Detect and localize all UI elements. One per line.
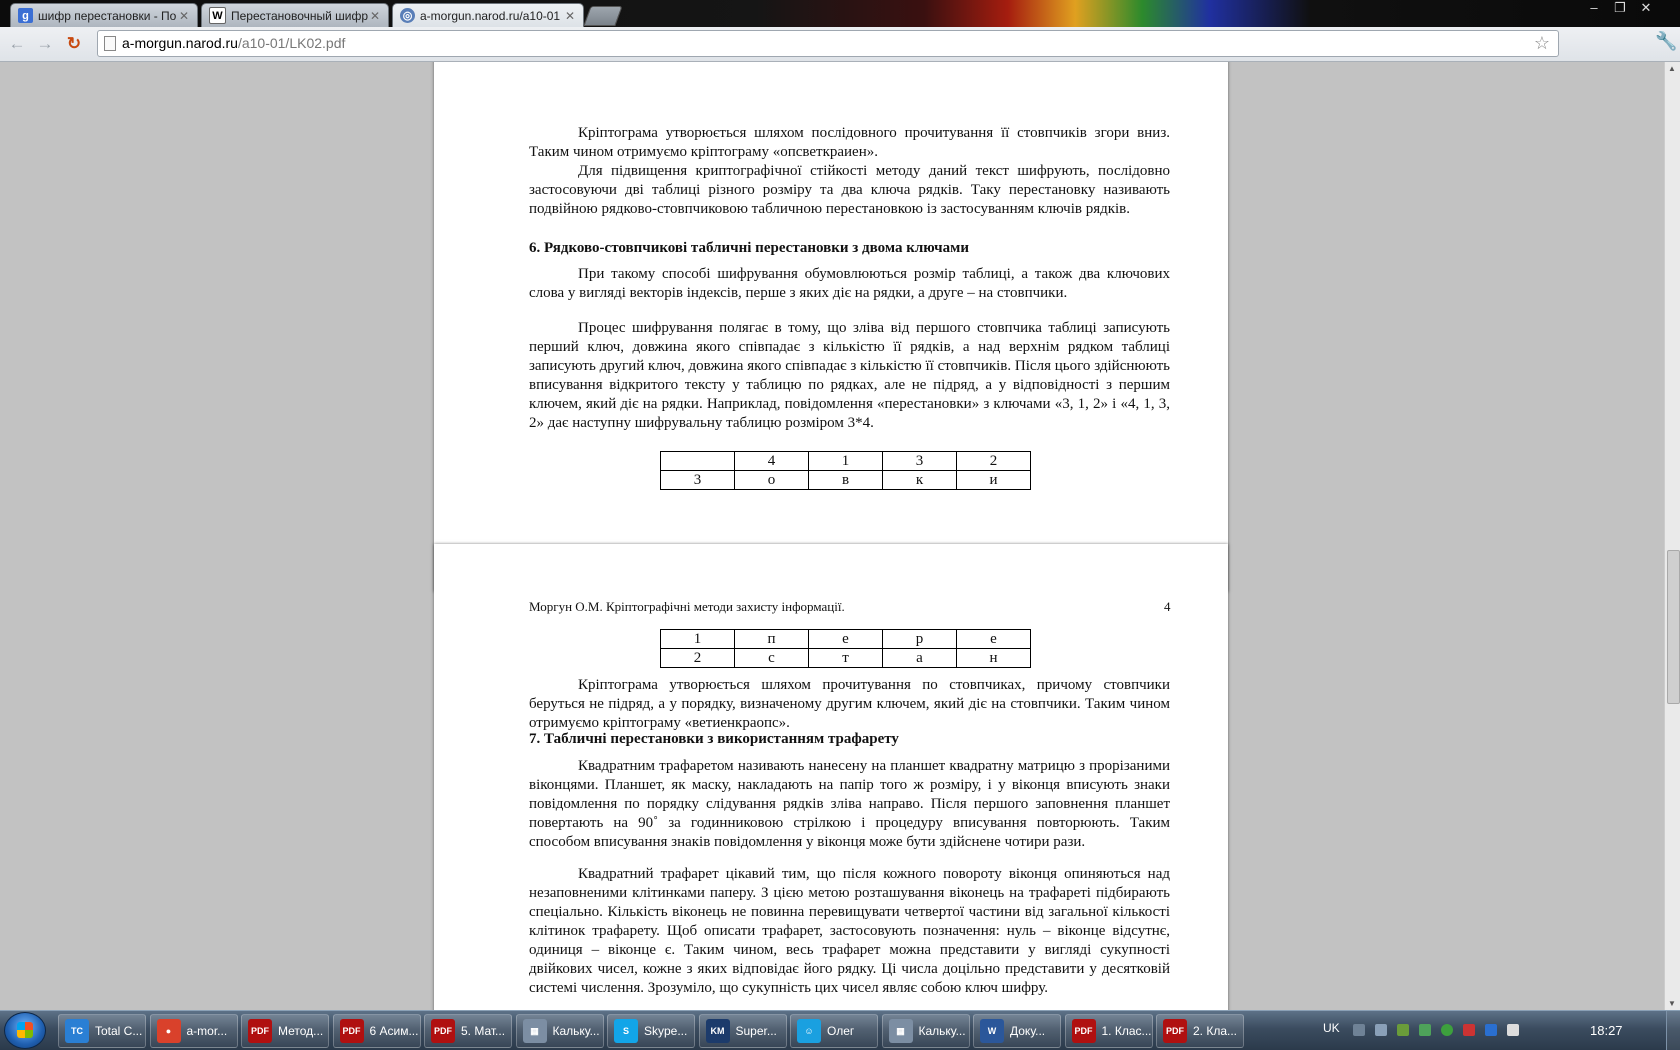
network-icon[interactable]	[1463, 1024, 1475, 1036]
back-button[interactable]: ←	[8, 34, 26, 53]
tray-icon[interactable]	[1419, 1024, 1431, 1036]
table-cell: в	[809, 471, 883, 490]
table-cell: т	[809, 649, 883, 668]
taskbar-button-label: 2. Кла...	[1193, 1024, 1238, 1038]
scrollbar-thumb[interactable]	[1667, 550, 1680, 704]
title-bar	[0, 0, 1680, 27]
calculator-icon: ▦	[889, 1019, 913, 1043]
page-icon: ◎	[400, 8, 415, 23]
table-row	[661, 452, 1031, 471]
windows-logo-icon	[17, 1022, 33, 1038]
tab-title: шифр перестановки - По	[38, 8, 177, 23]
scroll-down-icon[interactable]: ▼	[1668, 999, 1676, 1008]
chat-icon: ☺	[797, 1019, 821, 1043]
table-cell: и	[957, 471, 1031, 490]
forward-button[interactable]: →	[36, 34, 54, 53]
browser-toolbar	[0, 27, 1680, 62]
kmplayer-icon: KM	[706, 1019, 730, 1043]
word-icon: W	[980, 1019, 1004, 1043]
wikipedia-icon: W	[209, 7, 226, 24]
reload-button[interactable]: ↻	[66, 34, 82, 53]
tray-icon[interactable]	[1375, 1024, 1387, 1036]
cipher-table	[660, 451, 1031, 490]
paragraph: При такому способі шифрування обумовлюються розмір таблиці, а також два ключових слова у вигляді векторів індексів, перше з яких діє на рядки, а друге – на стовпчики.	[529, 266, 1170, 301]
table-cell: 2	[661, 649, 735, 668]
bookmark-star-icon[interactable]: ☆	[1533, 33, 1550, 53]
speaker-icon[interactable]	[1507, 1024, 1519, 1036]
clock[interactable]: 18:27	[1590, 1023, 1623, 1038]
taskbar-button[interactable]	[424, 1014, 512, 1048]
taskbar-button-label: 1. Клас...	[1101, 1024, 1152, 1038]
pdf-icon: PDF	[1072, 1019, 1096, 1043]
calculator-icon: ▦	[523, 1019, 547, 1043]
taskbar-button-label: Олег	[827, 1024, 855, 1038]
tab-pdf-document[interactable]	[392, 3, 584, 27]
table-cell: н	[957, 649, 1031, 668]
table-cell: 3	[661, 471, 735, 490]
table-cell: п	[735, 630, 809, 649]
maximize-button[interactable]: ❐	[1614, 0, 1626, 15]
taskbar-button[interactable]	[333, 1014, 421, 1048]
pdf-icon: PDF	[1163, 1019, 1187, 1043]
table-cell: 2	[957, 452, 1031, 471]
vertical-scrollbar[interactable]	[1664, 62, 1680, 1010]
taskbar-button[interactable]	[1156, 1014, 1244, 1048]
table-row	[661, 630, 1031, 649]
table-cell: 1	[661, 630, 735, 649]
taskbar-button[interactable]	[607, 1014, 695, 1048]
total-commander-icon: TC	[65, 1019, 89, 1043]
paragraph: Кріптограма утворюється шляхом прочитування по стовпчиках, причому стовпчики беруться не підряд, а у порядку, визначеному другим ключем, який діє на стовпчики. Таким чином отримуємо кріптограму «ветиенкраопс».	[529, 677, 1170, 731]
taskbar-button[interactable]	[150, 1014, 238, 1048]
table-cell: 3	[883, 452, 957, 471]
table-cell: с	[735, 649, 809, 668]
minimize-button[interactable]: –	[1590, 0, 1598, 15]
table-cell	[661, 452, 735, 471]
display-icon[interactable]	[1485, 1024, 1497, 1036]
pdf-icon: PDF	[248, 1019, 272, 1043]
table-cell: а	[883, 649, 957, 668]
tray-icon[interactable]	[1441, 1024, 1453, 1036]
google-icon: g	[18, 8, 33, 23]
paragraph: Для підвищення криптографічної стійкості методу даний текст шифрують, послідовно застосовуючи дві таблиці різного розміру та два ключа рядків. Таку перестановку називають подвійною рядково-стовпчиковою табличною перестановкою із застосуванням ключів рядків.	[529, 163, 1170, 217]
taskbar-button-label: Super...	[735, 1024, 777, 1038]
table-cell: 1	[809, 452, 883, 471]
taskbar-button-label: Кальку...	[552, 1024, 600, 1038]
taskbar-button-label: Доку...	[1010, 1024, 1046, 1038]
table-row	[661, 471, 1031, 490]
table-row	[661, 649, 1031, 668]
chrome-icon: ●	[157, 1019, 181, 1043]
running-header: Моргун О.М. Кріптографічні методи захисту інформації.	[529, 599, 845, 614]
table-cell: е	[957, 630, 1031, 649]
pdf-page	[434, 62, 1228, 592]
cipher-table	[660, 629, 1031, 668]
language-indicator[interactable]: UK	[1323, 1021, 1340, 1035]
page-icon	[104, 36, 116, 51]
table-cell: к	[883, 471, 957, 490]
new-tab-button[interactable]	[583, 6, 622, 26]
address-bar[interactable]	[97, 30, 1559, 57]
pdf-page	[434, 544, 1228, 1010]
pdf-icon: PDF	[340, 1019, 364, 1043]
url-host: a-morgun.narod.ru	[122, 35, 238, 51]
close-icon[interactable]: ✕	[564, 8, 576, 23]
paragraph: Кріптограма утворюється шляхом послідовного прочитування її стовпчиків згори вниз. Таким чином отримуємо кріптограму «опсветкраиен».	[529, 125, 1170, 160]
tray-icon[interactable]	[1397, 1024, 1409, 1036]
table-cell: 4	[735, 452, 809, 471]
paragraph: Квадратним трафаретом називають нанесену на планшет квадратну матрицю з прорізаними віконцями. Планшет, як маску, накладають на папір того ж розміру, і у віконця вписують знаки повідомлення по порядку слідування рядків зліва направо. Після першого заповнення планшет повертають на 90˚ за годинниковою стрілкою і процедуру вписування повторюють. Таким способом вписування знаків повідомлення у віконця може бути здійснене чотири рази.	[529, 758, 1170, 850]
close-icon[interactable]: ✕	[178, 8, 190, 23]
tab-google-search[interactable]	[10, 3, 198, 27]
tab-wikipedia[interactable]	[201, 3, 389, 27]
paragraph: Квадратний трафарет цікавий тим, що після кожного повороту віконця опиняються над незаповненими клітинками паперу. З цією метою розташування віконець на трафареті підбирають спеціально. Кількість віконець не повинна перевищувати четвертої частини від загальної кількості клітинок трафарету. Щоб описати трафарет, застосовують позначення: нуль – віконце відсутнє, одиниця – віконце є. Таким чином, весь трафарет можна представити у вигляді сукупності двійкових чисел, кожне з яких відповідає його рядку. Ці числа доцільно представити у десятковій системі числення. Зрозуміло, що сукупність цих чисел являє собою ключ шифру.	[529, 866, 1170, 996]
taskbar-button[interactable]	[516, 1014, 604, 1048]
tab-title: a-morgun.narod.ru/a10-01	[420, 8, 561, 23]
taskbar-button[interactable]	[790, 1014, 878, 1048]
skype-icon: S	[614, 1019, 638, 1043]
show-desktop-button[interactable]	[1666, 1011, 1680, 1050]
section-heading: 6. Рядково-стовпчикові табличні перестановки з двома ключами	[529, 240, 969, 256]
scroll-up-icon[interactable]: ▲	[1668, 64, 1676, 73]
table-cell: р	[883, 630, 957, 649]
tab-title: Перестановочный шифр	[231, 8, 368, 23]
page-number: 4	[1164, 599, 1171, 614]
pdf-icon: PDF	[431, 1019, 455, 1043]
taskbar-button-label: a-mor...	[186, 1024, 228, 1038]
taskbar	[0, 1010, 1680, 1050]
taskbar-button-label: Skype...	[644, 1024, 688, 1038]
section-heading: 7. Табличні перестановки з використанням трафарету	[529, 731, 899, 747]
close-window-button[interactable]: ✕	[1640, 0, 1652, 15]
taskbar-button-label: 5. Мат...	[461, 1024, 506, 1038]
url-path: /a10-01/LK02.pdf	[237, 35, 346, 51]
tray-icon[interactable]	[1353, 1024, 1365, 1036]
paragraph: Процес шифрування полягає в тому, що зліва від першого стовпчика таблиці записують перший ключ, довжина якого співпадає з кількістю її рядків, а над верхнім рядком таблиці записують другий ключ, довжина якого співпадає з кількістю її стовпчиків. Після цього здійснюють вписування відкритого тексту у таблицю по рядках, але не підряд, а у відповідності з першим ключем, який діє на рядки. Наприклад, повідомлення «перестановки» з ключами «3, 1, 2» і «4, 1, 3, 2» дає наступну шифрувальну таблицю розміром 3*4.	[529, 320, 1170, 431]
table-cell: е	[809, 630, 883, 649]
taskbar-button[interactable]	[973, 1014, 1061, 1048]
taskbar-button-label: Total C...	[95, 1024, 143, 1038]
url-text	[122, 31, 345, 56]
taskbar-button-label: Метод...	[278, 1024, 324, 1038]
close-icon[interactable]: ✕	[369, 8, 381, 23]
taskbar-button[interactable]	[58, 1014, 146, 1048]
wrench-menu-icon[interactable]: 🔧	[1655, 31, 1678, 51]
taskbar-button-label: Кальку...	[918, 1024, 966, 1038]
taskbar-button[interactable]	[241, 1014, 329, 1048]
taskbar-button[interactable]	[1065, 1014, 1153, 1048]
table-cell: о	[735, 471, 809, 490]
taskbar-button[interactable]	[882, 1014, 970, 1048]
taskbar-button[interactable]	[699, 1014, 787, 1048]
taskbar-button-label: 6 Асим...	[369, 1024, 419, 1038]
pdf-viewer[interactable]	[0, 62, 1664, 1010]
start-button[interactable]	[4, 1012, 46, 1049]
